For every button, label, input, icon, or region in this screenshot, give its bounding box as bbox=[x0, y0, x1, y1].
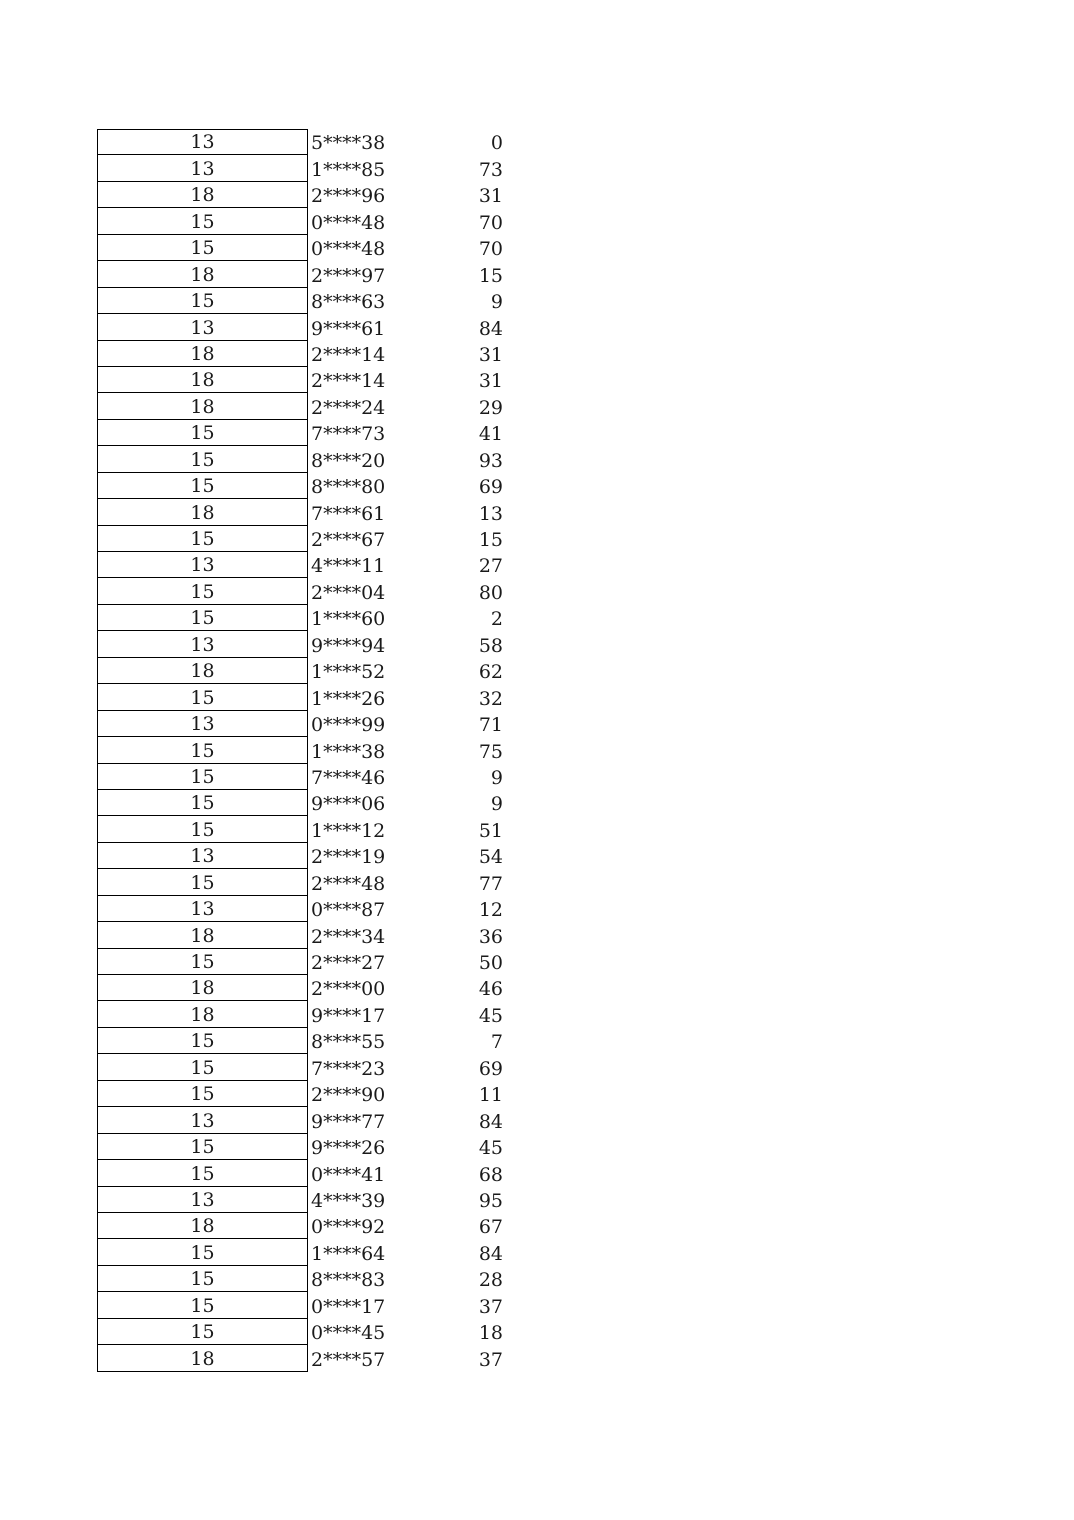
table-row bbox=[97, 658, 517, 684]
prefix-cell[interactable]: 13 bbox=[97, 896, 308, 922]
masked-number-cell[interactable]: 8****63 bbox=[311, 291, 386, 314]
prefix-cell[interactable]: 15 bbox=[97, 288, 308, 314]
table-row bbox=[97, 261, 517, 287]
table-row bbox=[97, 420, 517, 446]
prefix-cell[interactable]: 13 bbox=[97, 631, 308, 657]
masked-number-cell[interactable]: 1****52 bbox=[311, 661, 386, 684]
table-row bbox=[97, 631, 517, 657]
value-cell[interactable]: 70 bbox=[478, 238, 503, 261]
masked-number-cell[interactable]: 9****61 bbox=[311, 317, 386, 340]
table-row bbox=[97, 129, 517, 155]
value-cell[interactable]: 69 bbox=[478, 1057, 503, 1080]
masked-number-cell[interactable]: 9****17 bbox=[311, 1004, 386, 1027]
masked-number-cell[interactable]: 7****46 bbox=[311, 766, 386, 789]
value-cell[interactable]: 27 bbox=[478, 555, 503, 578]
prefix-cell[interactable]: 15 bbox=[97, 1319, 308, 1345]
table-row bbox=[97, 1213, 517, 1239]
value-cell[interactable]: 84 bbox=[478, 1110, 503, 1133]
masked-number-cell[interactable]: 2****24 bbox=[311, 396, 386, 419]
masked-number-cell[interactable]: 2****00 bbox=[311, 978, 386, 1001]
table-row bbox=[97, 684, 517, 710]
prefix-cell[interactable]: 18 bbox=[97, 975, 308, 1001]
table-row bbox=[97, 843, 517, 869]
masked-number-cell[interactable]: 2****19 bbox=[311, 846, 386, 869]
prefix-cell[interactable]: 13 bbox=[97, 843, 308, 869]
prefix-cell[interactable]: 18 bbox=[97, 499, 308, 525]
masked-number-cell[interactable]: 8****20 bbox=[311, 449, 386, 472]
value-cell[interactable]: 45 bbox=[478, 1137, 503, 1160]
table-row bbox=[97, 393, 517, 419]
masked-number-cell[interactable]: 2****04 bbox=[311, 581, 386, 604]
masked-number-cell[interactable]: 2****14 bbox=[311, 343, 386, 366]
value-cell[interactable]: 9 bbox=[490, 766, 503, 789]
value-cell[interactable]: 67 bbox=[478, 1216, 503, 1239]
table-row bbox=[97, 711, 517, 737]
masked-number-cell[interactable]: 0****87 bbox=[311, 899, 386, 922]
table-row bbox=[97, 314, 517, 340]
prefix-cell[interactable]: 13 bbox=[97, 1187, 308, 1213]
value-cell[interactable]: 7 bbox=[490, 1031, 503, 1054]
table-row bbox=[97, 288, 517, 314]
prefix-cell[interactable]: 15 bbox=[97, 737, 308, 763]
masked-number-cell[interactable]: 1****38 bbox=[311, 740, 386, 763]
masked-number-cell[interactable]: 0****48 bbox=[311, 211, 386, 234]
prefix-cell[interactable]: 15 bbox=[97, 1292, 308, 1318]
masked-number-cell[interactable]: 0****17 bbox=[311, 1295, 386, 1318]
table-row bbox=[97, 975, 517, 1001]
value-cell[interactable]: 69 bbox=[478, 476, 503, 499]
value-cell[interactable]: 13 bbox=[478, 502, 503, 525]
masked-number-cell[interactable]: 0****92 bbox=[311, 1216, 386, 1239]
prefix-cell[interactable]: 15 bbox=[97, 1081, 308, 1107]
prefix-cell[interactable]: 15 bbox=[97, 1054, 308, 1080]
table-row bbox=[97, 552, 517, 578]
table-row bbox=[97, 949, 517, 975]
masked-number-cell[interactable]: 9****06 bbox=[311, 793, 386, 816]
table-row bbox=[97, 1107, 517, 1133]
table-row bbox=[97, 1081, 517, 1107]
prefix-cell[interactable]: 13 bbox=[97, 314, 308, 340]
value-cell[interactable]: 41 bbox=[478, 423, 503, 446]
value-cell[interactable]: 9 bbox=[490, 291, 503, 314]
value-cell[interactable]: 84 bbox=[478, 317, 503, 340]
value-cell[interactable]: 84 bbox=[478, 1242, 503, 1265]
table-row bbox=[97, 790, 517, 816]
prefix-cell[interactable]: 15 bbox=[97, 578, 308, 604]
prefix-cell[interactable]: 15 bbox=[97, 446, 308, 472]
prefix-cell[interactable]: 15 bbox=[97, 949, 308, 975]
prefix-cell[interactable]: 15 bbox=[97, 420, 308, 446]
table-row bbox=[97, 235, 517, 261]
value-cell[interactable]: 12 bbox=[478, 899, 503, 922]
prefix-cell[interactable]: 13 bbox=[97, 155, 308, 181]
masked-number-cell[interactable]: 1****85 bbox=[311, 158, 386, 181]
value-cell[interactable]: 32 bbox=[478, 687, 503, 710]
value-cell[interactable]: 93 bbox=[478, 449, 503, 472]
value-cell[interactable]: 18 bbox=[478, 1322, 503, 1345]
value-cell[interactable]: 46 bbox=[478, 978, 503, 1001]
masked-number-cell[interactable]: 1****60 bbox=[311, 608, 386, 631]
value-cell[interactable]: 31 bbox=[478, 370, 503, 393]
masked-number-cell[interactable]: 2****57 bbox=[311, 1348, 386, 1371]
masked-number-cell[interactable]: 4****11 bbox=[311, 555, 386, 578]
prefix-cell[interactable]: 18 bbox=[97, 658, 308, 684]
table-row bbox=[97, 1319, 517, 1345]
value-cell[interactable]: 29 bbox=[478, 396, 503, 419]
table-row bbox=[97, 1028, 517, 1054]
prefix-cell[interactable]: 18 bbox=[97, 922, 308, 948]
masked-number-cell[interactable]: 8****80 bbox=[311, 476, 386, 499]
value-cell[interactable]: 50 bbox=[478, 952, 503, 974]
masked-number-cell[interactable]: 8****55 bbox=[311, 1031, 386, 1054]
masked-number-cell[interactable]: 2****96 bbox=[311, 185, 386, 208]
prefix-cell[interactable]: 18 bbox=[97, 182, 308, 208]
table-row bbox=[97, 526, 517, 552]
value-cell[interactable]: 15 bbox=[478, 529, 503, 551]
value-cell[interactable]: 9 bbox=[490, 793, 503, 816]
table-row bbox=[97, 578, 517, 604]
table-row bbox=[97, 341, 517, 367]
masked-number-cell[interactable]: 1****64 bbox=[311, 1242, 386, 1265]
prefix-cell[interactable]: 15 bbox=[97, 1134, 308, 1160]
value-cell[interactable]: 31 bbox=[478, 185, 503, 208]
prefix-cell[interactable]: 15 bbox=[97, 1266, 308, 1292]
table-row bbox=[97, 605, 517, 631]
value-cell[interactable]: 68 bbox=[478, 1163, 503, 1186]
value-cell[interactable]: 80 bbox=[478, 581, 503, 604]
prefix-cell[interactable]: 15 bbox=[97, 1239, 308, 1265]
table-row bbox=[97, 869, 517, 895]
table-row bbox=[97, 155, 517, 181]
prefix-cell[interactable]: 15 bbox=[97, 816, 308, 842]
masked-number-cell[interactable]: 7****73 bbox=[311, 423, 386, 446]
prefix-cell[interactable]: 18 bbox=[97, 393, 308, 419]
masked-number-cell[interactable]: 9****26 bbox=[311, 1137, 386, 1160]
value-cell[interactable]: 28 bbox=[478, 1269, 503, 1292]
table-row bbox=[97, 367, 517, 393]
masked-number-cell[interactable]: 0****48 bbox=[311, 238, 386, 261]
prefix-cell[interactable]: 18 bbox=[97, 341, 308, 367]
table-row bbox=[97, 1160, 517, 1186]
value-cell[interactable]: 31 bbox=[478, 343, 503, 366]
table-row bbox=[97, 182, 517, 208]
value-cell[interactable]: 70 bbox=[478, 211, 503, 234]
prefix-cell[interactable]: 15 bbox=[97, 526, 308, 552]
masked-number-cell[interactable]: 2****48 bbox=[311, 872, 386, 895]
masked-number-cell[interactable]: 1****12 bbox=[311, 819, 386, 842]
table-row bbox=[97, 473, 517, 499]
masked-number-cell[interactable]: 7****23 bbox=[311, 1057, 386, 1080]
prefix-cell[interactable]: 18 bbox=[97, 1213, 308, 1239]
value-cell[interactable]: 37 bbox=[478, 1295, 503, 1318]
prefix-cell[interactable]: 15 bbox=[97, 869, 308, 895]
value-cell[interactable]: 15 bbox=[478, 264, 503, 287]
masked-number-cell[interactable]: 2****34 bbox=[311, 925, 386, 948]
table-row bbox=[97, 1292, 517, 1318]
prefix-cell[interactable]: 18 bbox=[97, 261, 308, 287]
value-cell[interactable]: 54 bbox=[478, 846, 503, 869]
prefix-cell[interactable]: 15 bbox=[97, 605, 308, 631]
value-cell[interactable]: 36 bbox=[478, 925, 503, 948]
prefix-cell[interactable]: 15 bbox=[97, 1160, 308, 1186]
masked-number-cell[interactable]: 2****14 bbox=[311, 370, 386, 393]
prefix-cell[interactable]: 13 bbox=[97, 552, 308, 578]
masked-number-cell[interactable]: 5****38 bbox=[311, 132, 386, 155]
value-cell[interactable]: 0 bbox=[490, 132, 503, 155]
table-row bbox=[97, 1001, 517, 1027]
masked-number-cell[interactable]: 0****99 bbox=[311, 714, 386, 737]
table-row bbox=[97, 1266, 517, 1292]
table-row bbox=[97, 499, 517, 525]
prefix-cell[interactable]: 15 bbox=[97, 208, 308, 234]
prefix-cell[interactable]: 18 bbox=[97, 367, 308, 393]
table-row bbox=[97, 1134, 517, 1160]
masked-number-cell[interactable]: 7****61 bbox=[311, 502, 386, 525]
masked-number-cell[interactable]: 2****67 bbox=[311, 529, 386, 551]
table-row bbox=[97, 446, 517, 472]
table-row bbox=[97, 208, 517, 234]
prefix-cell[interactable]: 13 bbox=[97, 1107, 308, 1133]
masked-number-cell[interactable]: 8****83 bbox=[311, 1269, 386, 1292]
table-row bbox=[97, 1187, 517, 1213]
table-row bbox=[97, 1345, 517, 1371]
table-row bbox=[97, 737, 517, 763]
value-cell[interactable]: 2 bbox=[490, 608, 503, 631]
table-row bbox=[97, 922, 517, 948]
prefix-cell[interactable]: 13 bbox=[97, 711, 308, 737]
value-cell[interactable]: 45 bbox=[478, 1004, 503, 1027]
prefix-cell[interactable]: 15 bbox=[97, 235, 308, 261]
masked-number-cell[interactable]: 4****39 bbox=[311, 1189, 386, 1212]
value-cell[interactable]: 71 bbox=[478, 714, 503, 737]
masked-number-cell[interactable]: 0****45 bbox=[311, 1322, 386, 1345]
masked-number-cell[interactable]: 0****41 bbox=[311, 1163, 386, 1186]
masked-number-cell[interactable]: 9****77 bbox=[311, 1110, 386, 1133]
table-row bbox=[97, 764, 517, 790]
prefix-cell[interactable]: 15 bbox=[97, 764, 308, 790]
table-row bbox=[97, 816, 517, 842]
value-cell[interactable]: 75 bbox=[478, 740, 503, 763]
spreadsheet-table bbox=[97, 129, 517, 1372]
table-row bbox=[97, 1239, 517, 1265]
masked-number-cell[interactable]: 2****90 bbox=[311, 1084, 386, 1107]
table-row bbox=[97, 896, 517, 922]
prefix-cell[interactable]: 15 bbox=[97, 1028, 308, 1054]
prefix-cell[interactable]: 18 bbox=[97, 1345, 308, 1371]
value-cell[interactable]: 58 bbox=[478, 634, 503, 657]
masked-number-cell[interactable]: 2****27 bbox=[311, 952, 386, 974]
value-cell[interactable]: 62 bbox=[478, 661, 503, 684]
prefix-cell[interactable]: 15 bbox=[97, 473, 308, 499]
table-row bbox=[97, 1054, 517, 1080]
prefix-cell[interactable]: 18 bbox=[97, 1001, 308, 1027]
masked-number-cell[interactable]: 1****26 bbox=[311, 687, 386, 710]
value-cell[interactable]: 73 bbox=[478, 158, 503, 181]
value-cell[interactable]: 11 bbox=[478, 1084, 503, 1107]
value-cell[interactable]: 95 bbox=[478, 1189, 503, 1212]
value-cell[interactable]: 51 bbox=[478, 819, 503, 842]
value-cell[interactable]: 77 bbox=[478, 872, 503, 895]
prefix-cell[interactable]: 15 bbox=[97, 790, 308, 816]
masked-number-cell[interactable]: 2****97 bbox=[311, 264, 386, 287]
value-cell[interactable]: 37 bbox=[478, 1348, 503, 1371]
prefix-cell[interactable]: 13 bbox=[97, 129, 308, 155]
prefix-cell[interactable]: 15 bbox=[97, 684, 308, 710]
masked-number-cell[interactable]: 9****94 bbox=[311, 634, 386, 657]
